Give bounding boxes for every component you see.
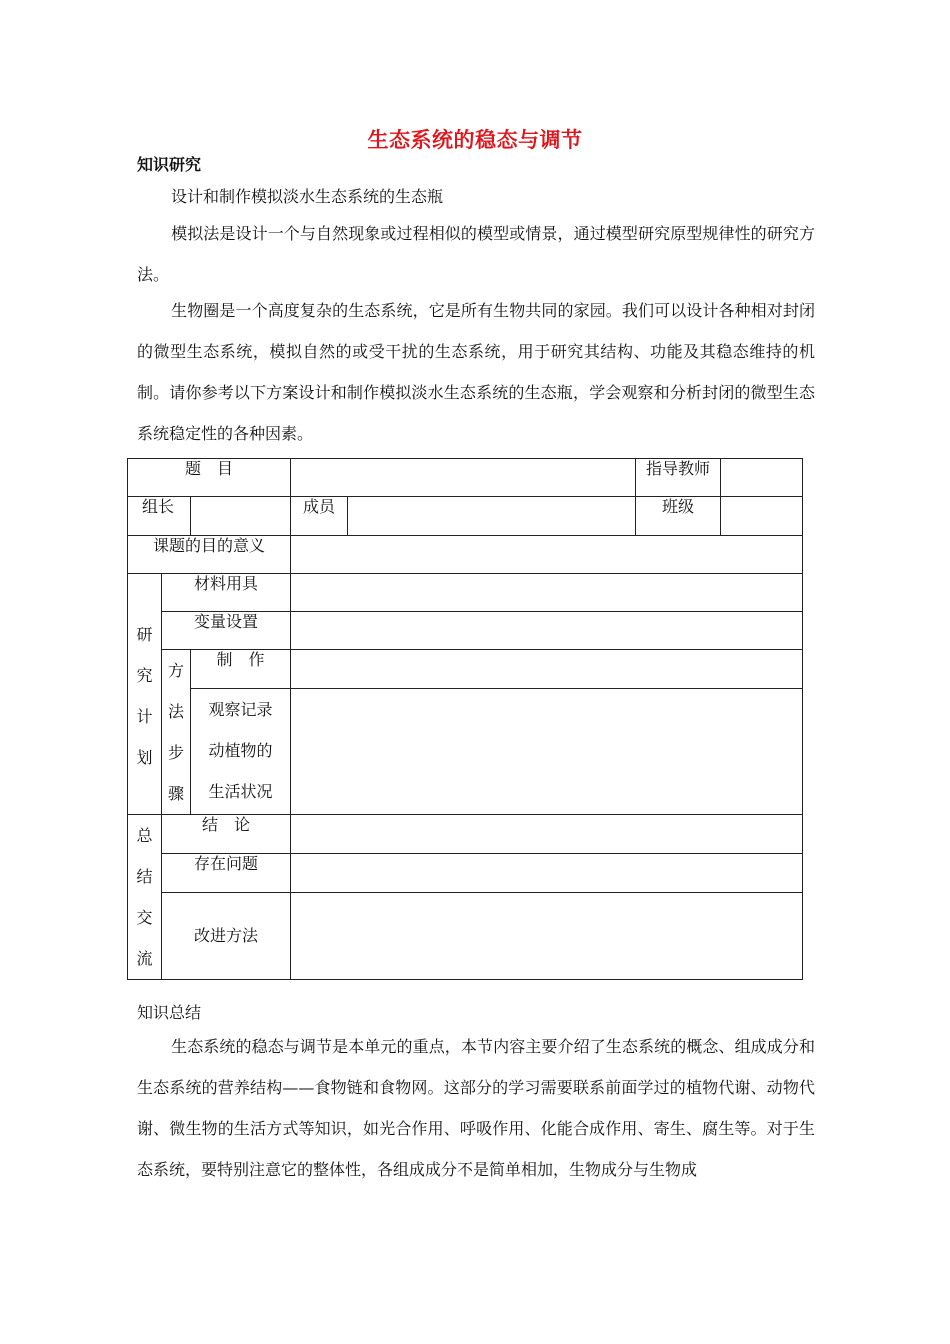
teacher-label: 指导教师 <box>636 459 721 497</box>
table-row <box>128 574 803 612</box>
table-row <box>128 612 803 650</box>
summary-text: 生态系统的稳态与调节是本单元的重点，本节内容主要介绍了生态系统的概念、组成成分和生态系统的营养结构——食物链和食物网。这部分的学习需要联系前面学过的植物代谢、动物代谢、微生物的生活方式等知识，如光合作用、呼吸作用、化能合成作用、寄生、腐生等。对于生态系统，要特别注意它的整体性，各组成成分不是简单相加，生物成分与生物成 <box>137 1037 815 1179</box>
table-row <box>128 650 803 689</box>
research-plan-table <box>127 458 803 980</box>
section-heading-summary: 知识总结 <box>137 1003 202 1022</box>
variables-value[interactable] <box>291 612 803 650</box>
class-label: 班级 <box>636 497 721 536</box>
paragraph-summary <box>137 1026 815 1190</box>
table-row <box>128 892 803 979</box>
simulation-text: 模拟法是设计一个与自然现象或过程相似的模型或情景，通过模型研究原型规律性的研究方法。 <box>137 224 815 284</box>
subtitle-text: 设计和制作模拟淡水生态系统的生态瓶 <box>171 187 444 206</box>
leader-value[interactable] <box>191 497 291 536</box>
topic-value[interactable] <box>291 459 636 497</box>
section-heading-research: 知识研究 <box>137 155 202 174</box>
table-row <box>128 815 803 854</box>
members-value[interactable] <box>348 497 636 536</box>
table-row <box>128 689 803 815</box>
biosphere-text: 生物圈是一个高度复杂的生态系统，它是所有生物共同的家园。我们可以设计各种相对封闭的微型生态系统，模拟自然的或受干扰的生态系统，用于研究其结构、功能及其稳态维持的机制。请你参考以下方案设计和制作模拟淡水生态系统的生态瓶，学会观察和分析封闭的微型生态系统稳定性的各种因素。 <box>137 301 815 443</box>
observe-value[interactable] <box>291 689 803 815</box>
summary-group-label: 总 结 交 流 <box>128 815 162 980</box>
purpose-value[interactable] <box>291 536 803 574</box>
problems-value[interactable] <box>291 853 803 892</box>
make-value[interactable] <box>291 650 803 689</box>
variables-label: 变量设置 <box>162 612 291 650</box>
leader-label: 组长 <box>128 497 191 536</box>
problems-label: 存在问题 <box>162 853 291 892</box>
table-row <box>128 497 803 536</box>
table-row <box>128 853 803 892</box>
make-label: 制 作 <box>191 650 291 689</box>
materials-value[interactable] <box>291 574 803 612</box>
observe-label: 观察记录 动植物的 生活状况 <box>191 689 291 815</box>
members-label: 成员 <box>291 497 348 536</box>
document-title: 生态系统的稳态与调节 <box>367 127 583 152</box>
improve-label: 改进方法 <box>162 892 291 979</box>
conclusion-label: 结 论 <box>162 815 291 854</box>
paragraph-biosphere <box>137 290 815 454</box>
improve-value[interactable] <box>291 892 803 979</box>
paragraph-simulation <box>137 213 815 295</box>
topic-label: 题 目 <box>128 459 291 497</box>
table-row <box>128 536 803 574</box>
class-value[interactable] <box>721 497 803 536</box>
conclusion-value[interactable] <box>291 815 803 854</box>
table-row <box>128 459 803 497</box>
method-group-label: 方 法 步 骤 <box>162 650 191 815</box>
teacher-value[interactable] <box>721 459 803 497</box>
purpose-label: 课题的目的意义 <box>128 536 291 574</box>
plan-group-label: 研 究 计 划 <box>128 574 162 815</box>
paragraph-subtitle <box>137 176 815 218</box>
materials-label: 材料用具 <box>162 574 291 612</box>
